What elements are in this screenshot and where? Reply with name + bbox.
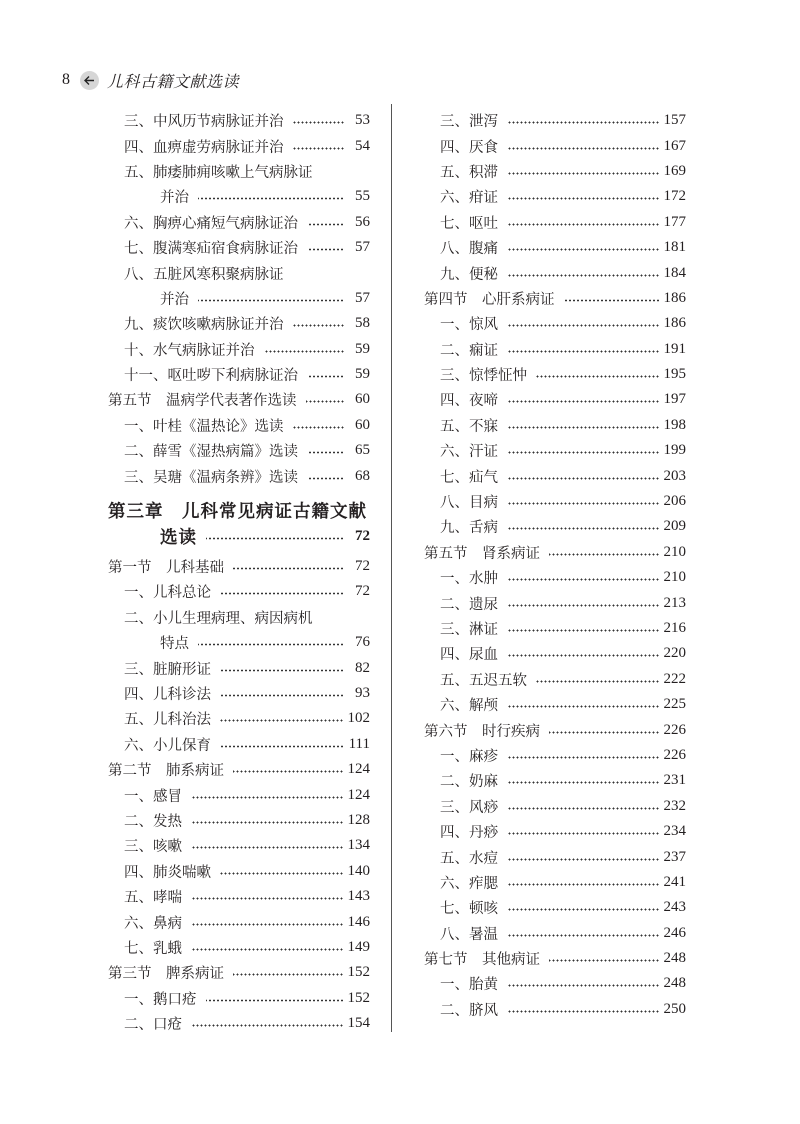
toc-section[interactable] xyxy=(108,554,370,579)
toc-page-number: 82 xyxy=(355,659,370,676)
dot-leader xyxy=(507,908,660,911)
dot-leader xyxy=(198,643,344,646)
toc-item[interactable] xyxy=(424,438,686,463)
dot-leader xyxy=(220,745,344,748)
toc-page-number: 213 xyxy=(663,594,686,611)
dot-leader xyxy=(206,999,344,1002)
dot-leader xyxy=(507,477,660,480)
toc-item[interactable] xyxy=(108,337,370,362)
toc-item[interactable] xyxy=(424,895,686,920)
dot-leader xyxy=(507,883,660,886)
toc-item[interactable] xyxy=(108,859,370,884)
dot-leader xyxy=(191,796,344,799)
toc-label: 五、五迟五软 xyxy=(440,672,527,689)
toc-label: 一、胎黄 xyxy=(440,977,498,994)
toc-page-number: 146 xyxy=(347,913,370,930)
toc-label: 五、水痘 xyxy=(440,850,498,867)
toc-page-number: 68 xyxy=(355,467,370,484)
dot-leader xyxy=(191,846,344,849)
toc-page-number: 57 xyxy=(355,239,370,256)
toc-chapter[interactable] xyxy=(108,523,370,549)
dot-leader xyxy=(507,629,660,632)
toc-label: 一、水肿 xyxy=(440,571,498,588)
toc-label: 五、不寐 xyxy=(440,418,498,435)
toc-label: 七、顿咳 xyxy=(440,901,498,918)
toc-item[interactable] xyxy=(108,681,370,706)
toc-item[interactable] xyxy=(108,986,370,1011)
toc-page-number: 53 xyxy=(355,112,370,129)
toc-label: 第三章 儿科常见病证古籍文献 xyxy=(108,501,367,522)
dot-leader xyxy=(507,858,660,861)
toc-item[interactable] xyxy=(424,159,686,184)
toc-page-number: 198 xyxy=(663,416,686,433)
dot-leader xyxy=(293,426,345,429)
toc-page-number: 140 xyxy=(347,862,370,879)
dot-leader xyxy=(220,694,344,697)
toc-item[interactable] xyxy=(424,819,686,844)
toc-label: 三、咳嗽 xyxy=(124,839,182,856)
dot-leader xyxy=(507,350,660,353)
toc-label: 第五节 温病学代表著作选读 xyxy=(108,393,297,410)
toc-label: 二、发热 xyxy=(124,813,182,830)
dot-leader xyxy=(191,1024,344,1027)
toc-label: 一、麻疹 xyxy=(440,748,498,765)
toc-label: 二、痫证 xyxy=(440,342,498,359)
toc-left-column xyxy=(108,108,370,1036)
toc-page-number: 172 xyxy=(663,188,686,205)
toc-label: 七、疝气 xyxy=(440,469,498,486)
toc-page-number: 57 xyxy=(355,289,370,306)
toc-item[interactable] xyxy=(424,489,686,514)
toc-page-number: 243 xyxy=(663,899,686,916)
toc-item[interactable] xyxy=(108,362,370,387)
dot-leader xyxy=(549,553,660,556)
toc-label: 四、血痹虚劳病脉证并治 xyxy=(124,139,284,156)
toc-page-number: 134 xyxy=(347,837,370,854)
toc-item[interactable] xyxy=(424,616,686,641)
toc-item[interactable] xyxy=(108,438,370,463)
dot-leader xyxy=(293,121,345,124)
toc-item[interactable] xyxy=(424,768,686,793)
toc-item[interactable] xyxy=(108,732,370,757)
dot-leader xyxy=(198,299,344,302)
toc-item[interactable] xyxy=(424,260,686,285)
toc-label: 十一、呕吐哕下利病脉证治 xyxy=(124,368,298,385)
toc-item[interactable] xyxy=(424,210,686,235)
toc-page-number: 72 xyxy=(355,527,370,544)
toc-label: 二、薛雪《湿热病篇》选读 xyxy=(124,444,298,461)
toc-label: 三、泄泻 xyxy=(440,114,498,131)
dot-leader xyxy=(233,567,344,570)
dot-leader xyxy=(191,897,344,900)
toc-label: 第五节 肾系病证 xyxy=(424,545,540,562)
toc-label: 一、叶桂《温热论》选读 xyxy=(124,418,284,435)
dot-leader xyxy=(507,223,660,226)
toc-item[interactable] xyxy=(424,641,686,666)
toc-page-number: 124 xyxy=(347,786,370,803)
toc-item[interactable] xyxy=(424,311,686,336)
toc-page-number: 152 xyxy=(347,989,370,1006)
toc-page-number: 210 xyxy=(663,569,686,586)
dot-leader xyxy=(191,948,344,951)
toc-page-number: 143 xyxy=(347,888,370,905)
dot-leader xyxy=(507,197,660,200)
toc-page-number: 220 xyxy=(663,645,686,662)
toc-section[interactable] xyxy=(424,540,686,565)
dot-leader xyxy=(507,426,660,429)
toc-label: 二、遗尿 xyxy=(440,596,498,613)
toc-item[interactable] xyxy=(424,463,686,488)
toc-page-number: 225 xyxy=(663,696,686,713)
toc-label: 六、汗证 xyxy=(440,444,498,461)
dot-leader xyxy=(564,299,660,302)
toc-label: 三、惊悸怔忡 xyxy=(440,368,527,385)
toc-item[interactable] xyxy=(108,311,370,336)
toc-item[interactable] xyxy=(424,667,686,692)
toc-item[interactable] xyxy=(108,833,370,858)
toc-item[interactable] xyxy=(424,362,686,387)
dot-leader xyxy=(191,923,344,926)
toc-item[interactable] xyxy=(424,235,686,260)
toc-label: 六、鼻病 xyxy=(124,915,182,932)
toc-page-number: 59 xyxy=(355,340,370,357)
toc-label: 第六节 时行疾病 xyxy=(424,723,540,740)
dot-leader xyxy=(507,604,660,607)
toc-page-number: 246 xyxy=(663,924,686,941)
toc-label: 五、儿科治法 xyxy=(124,712,211,729)
toc-item[interactable] xyxy=(108,235,370,260)
toc-section[interactable] xyxy=(108,387,370,412)
toc-page-number: 149 xyxy=(347,938,370,955)
toc-label: 三、中风历节病脉证并治 xyxy=(124,114,284,131)
toc-page-number: 72 xyxy=(355,583,370,600)
toc-label: 二、奶麻 xyxy=(440,774,498,791)
toc-page-number: 186 xyxy=(663,289,686,306)
toc-item[interactable] xyxy=(424,387,686,412)
toc-page-number: 93 xyxy=(355,685,370,701)
toc-item[interactable] xyxy=(108,808,370,833)
toc-item[interactable] xyxy=(424,870,686,895)
toc-right-column xyxy=(424,108,686,1022)
dot-leader xyxy=(507,832,660,835)
toc-label: 并治 xyxy=(160,190,189,207)
dot-leader xyxy=(307,223,344,226)
toc-chapter[interactable] xyxy=(108,497,370,523)
toc-item[interactable] xyxy=(108,133,370,158)
toc-page-number: 210 xyxy=(663,543,686,560)
toc-page-number: 111 xyxy=(348,735,370,752)
toc-page-number: 191 xyxy=(663,340,686,357)
toc-item[interactable] xyxy=(424,743,686,768)
toc-item[interactable] xyxy=(108,884,370,909)
toc-item[interactable] xyxy=(424,794,686,819)
toc-label: 六、胸痹心痛短气病脉证治 xyxy=(124,215,298,232)
toc-label: 四、肺炎喘嗽 xyxy=(124,864,211,881)
toc-page-number: 231 xyxy=(663,772,686,789)
toc-item[interactable] xyxy=(424,133,686,158)
page-number: 8 xyxy=(62,71,70,88)
toc-section[interactable] xyxy=(424,946,686,971)
dot-leader xyxy=(507,400,660,403)
toc-item[interactable] xyxy=(108,1011,370,1036)
toc-item[interactable] xyxy=(108,184,370,209)
toc-item[interactable] xyxy=(424,921,686,946)
dot-leader xyxy=(507,502,660,505)
toc-label: 一、儿科总论 xyxy=(124,585,211,602)
toc-label: 七、乳蛾 xyxy=(124,940,182,957)
toc-item[interactable] xyxy=(424,692,686,717)
toc-label: 第二节 肺系病证 xyxy=(108,763,224,780)
toc-page-number: 76 xyxy=(355,634,370,651)
toc-page-number: 250 xyxy=(663,1000,686,1017)
toc-item[interactable] xyxy=(424,108,686,133)
dot-leader xyxy=(507,578,660,581)
dot-leader xyxy=(507,654,660,657)
toc-item[interactable] xyxy=(424,337,686,362)
dot-leader xyxy=(220,669,344,672)
toc-page-number: 54 xyxy=(355,137,370,154)
toc-item[interactable] xyxy=(108,630,370,655)
book-title: 儿科古籍文献选读 xyxy=(107,71,240,91)
toc-page-number: 241 xyxy=(663,873,686,890)
dot-leader xyxy=(306,400,345,403)
toc-page-number: 248 xyxy=(663,975,686,992)
toc-label: 九、舌病 xyxy=(440,520,498,537)
toc-label: 四、丹痧 xyxy=(440,825,498,842)
dot-leader xyxy=(198,197,344,200)
dot-leader xyxy=(307,451,344,454)
dot-leader xyxy=(549,959,660,962)
toc-item[interactable] xyxy=(108,286,370,311)
dot-leader xyxy=(293,147,345,150)
toc-label: 三、吴瑭《温病条辨》选读 xyxy=(124,469,298,486)
toc-label: 八、腹痛 xyxy=(440,241,498,258)
toc-item[interactable] xyxy=(108,605,370,630)
toc-page-number: 152 xyxy=(347,964,370,981)
toc-page-number: 226 xyxy=(663,721,686,738)
toc-item[interactable] xyxy=(108,782,370,807)
toc-label: 第七节 其他病证 xyxy=(424,952,540,969)
toc-item[interactable] xyxy=(424,844,686,869)
dot-leader xyxy=(507,527,660,530)
dot-leader xyxy=(307,477,344,480)
toc-item[interactable] xyxy=(424,413,686,438)
toc-page-number: 60 xyxy=(355,416,370,433)
dot-leader xyxy=(507,984,660,987)
toc-page-number: 72 xyxy=(355,558,370,575)
toc-label: 九、痰饮咳嗽病脉证并治 xyxy=(124,317,284,334)
toc-page-number: 177 xyxy=(663,213,686,230)
toc-label: 第一节 儿科基础 xyxy=(108,560,224,577)
toc-label: 并治 xyxy=(160,291,189,308)
toc-label: 七、腹满寒疝宿食病脉证治 xyxy=(124,241,298,258)
toc-label: 四、夜啼 xyxy=(440,393,498,410)
dot-leader xyxy=(536,375,660,378)
dot-leader xyxy=(507,121,660,124)
toc-page-number: 226 xyxy=(663,746,686,763)
dot-leader xyxy=(206,537,344,540)
dot-leader xyxy=(507,781,660,784)
toc-label: 四、尿血 xyxy=(440,647,498,664)
dot-leader xyxy=(507,756,660,759)
dot-leader xyxy=(507,934,660,937)
toc-label: 一、感冒 xyxy=(124,788,182,805)
toc-item[interactable] xyxy=(108,579,370,604)
toc-item[interactable] xyxy=(108,909,370,934)
toc-label: 一、鹅口疮 xyxy=(124,991,197,1008)
toc-page-number: 58 xyxy=(355,315,370,332)
toc-page-number: 203 xyxy=(663,467,686,484)
dot-leader xyxy=(507,451,660,454)
page-header xyxy=(62,68,239,92)
toc-page-number: 167 xyxy=(663,137,686,154)
toc-label: 六、痄腮 xyxy=(440,875,498,892)
toc-page-number: 169 xyxy=(663,162,686,179)
dot-leader xyxy=(220,719,344,722)
toc-item[interactable] xyxy=(424,971,686,996)
toc-section[interactable] xyxy=(108,960,370,985)
toc-page-number: 248 xyxy=(663,950,686,967)
toc-page-number: 181 xyxy=(663,239,686,256)
toc-label: 特点 xyxy=(160,636,189,653)
toc-page-number: 56 xyxy=(355,213,370,230)
toc-section[interactable] xyxy=(424,717,686,742)
dot-leader xyxy=(293,324,345,327)
toc-page-number: 102 xyxy=(347,710,370,727)
dot-leader xyxy=(549,731,660,734)
toc-item[interactable] xyxy=(108,159,370,184)
toc-page-number: 237 xyxy=(663,848,686,865)
toc-label: 二、小儿生理病理、病因病机 xyxy=(124,610,313,627)
toc-label: 三、风痧 xyxy=(440,799,498,816)
toc-page-number: 186 xyxy=(663,315,686,332)
toc-label: 五、哮喘 xyxy=(124,890,182,907)
toc-label: 二、脐风 xyxy=(440,1002,498,1019)
dot-leader xyxy=(233,973,344,976)
toc-item[interactable] xyxy=(424,997,686,1022)
dot-leader xyxy=(307,248,344,251)
toc-label: 二、口疮 xyxy=(124,1017,182,1034)
dot-leader xyxy=(307,375,344,378)
toc-page-number: 222 xyxy=(663,670,686,687)
toc-page-number: 60 xyxy=(355,391,370,408)
toc-item[interactable] xyxy=(424,565,686,590)
toc-label: 四、儿科诊法 xyxy=(124,687,211,703)
toc-item[interactable] xyxy=(108,655,370,680)
dot-leader xyxy=(220,872,344,875)
toc-item[interactable] xyxy=(108,706,370,731)
toc-item[interactable] xyxy=(424,184,686,209)
toc-page-number: 157 xyxy=(663,112,686,129)
toc-item[interactable] xyxy=(108,413,370,438)
dot-leader xyxy=(507,1010,660,1013)
toc-item[interactable] xyxy=(108,108,370,133)
toc-label: 五、积滞 xyxy=(440,164,498,181)
toc-label: 五、肺痿肺痈咳嗽上气病脉证 xyxy=(124,164,313,181)
dot-leader xyxy=(191,821,344,824)
toc-page-number: 65 xyxy=(355,442,370,459)
toc-page-number: 197 xyxy=(663,391,686,408)
dot-leader xyxy=(507,147,660,150)
toc-label: 第四节 心肝系病证 xyxy=(424,291,555,308)
toc-page-number: 128 xyxy=(347,811,370,828)
toc-label: 四、厌食 xyxy=(440,139,498,156)
column-divider xyxy=(391,104,392,1032)
dot-leader xyxy=(507,274,660,277)
toc-label: 八、目病 xyxy=(440,495,498,512)
toc-page-number: 199 xyxy=(663,442,686,459)
toc-item[interactable] xyxy=(108,260,370,285)
dot-leader xyxy=(507,807,660,810)
dot-leader xyxy=(264,350,345,353)
toc-label: 六、解颅 xyxy=(440,698,498,715)
arrow-left-icon[interactable] xyxy=(80,71,99,90)
dot-leader xyxy=(536,680,660,683)
toc-page-number: 124 xyxy=(347,761,370,778)
toc-label: 六、小儿保育 xyxy=(124,737,211,754)
toc-page-number: 206 xyxy=(663,493,686,510)
toc-item[interactable] xyxy=(424,514,686,539)
toc-page-number: 234 xyxy=(663,823,686,840)
toc-page-number: 55 xyxy=(355,188,370,205)
toc-page-number: 232 xyxy=(663,797,686,814)
toc-item[interactable] xyxy=(108,210,370,235)
dot-leader xyxy=(507,172,660,175)
toc-label: 八、暑温 xyxy=(440,926,498,943)
toc-label: 七、呕吐 xyxy=(440,215,498,232)
toc-label: 三、淋证 xyxy=(440,622,498,638)
toc-label: 三、脏腑形证 xyxy=(124,661,211,678)
toc-section[interactable] xyxy=(108,757,370,782)
toc-label: 九、便秘 xyxy=(440,266,498,283)
toc-page-number: 59 xyxy=(355,366,370,383)
toc-page-number: 184 xyxy=(663,264,686,281)
dot-leader xyxy=(507,324,660,327)
toc-page-number: 209 xyxy=(663,518,686,535)
toc-page-number: 216 xyxy=(663,620,686,636)
toc-label: 一、惊风 xyxy=(440,317,498,334)
toc-label: 六、疳证 xyxy=(440,190,498,207)
toc-item[interactable] xyxy=(108,463,370,488)
toc-item[interactable] xyxy=(108,935,370,960)
dot-leader xyxy=(507,248,660,251)
toc-section[interactable] xyxy=(424,286,686,311)
toc-page-number: 195 xyxy=(663,366,686,383)
toc-label: 八、五脏风寒积聚病脉证 xyxy=(124,266,284,283)
dot-leader xyxy=(220,592,344,595)
toc-label: 选读 xyxy=(160,527,197,548)
toc-label: 第三节 脾系病证 xyxy=(108,966,224,983)
toc-label: 十、水气病脉证并治 xyxy=(124,342,255,359)
toc-page-number: 154 xyxy=(347,1015,370,1032)
dot-leader xyxy=(233,770,344,773)
dot-leader xyxy=(507,705,660,708)
toc-item[interactable] xyxy=(424,590,686,615)
